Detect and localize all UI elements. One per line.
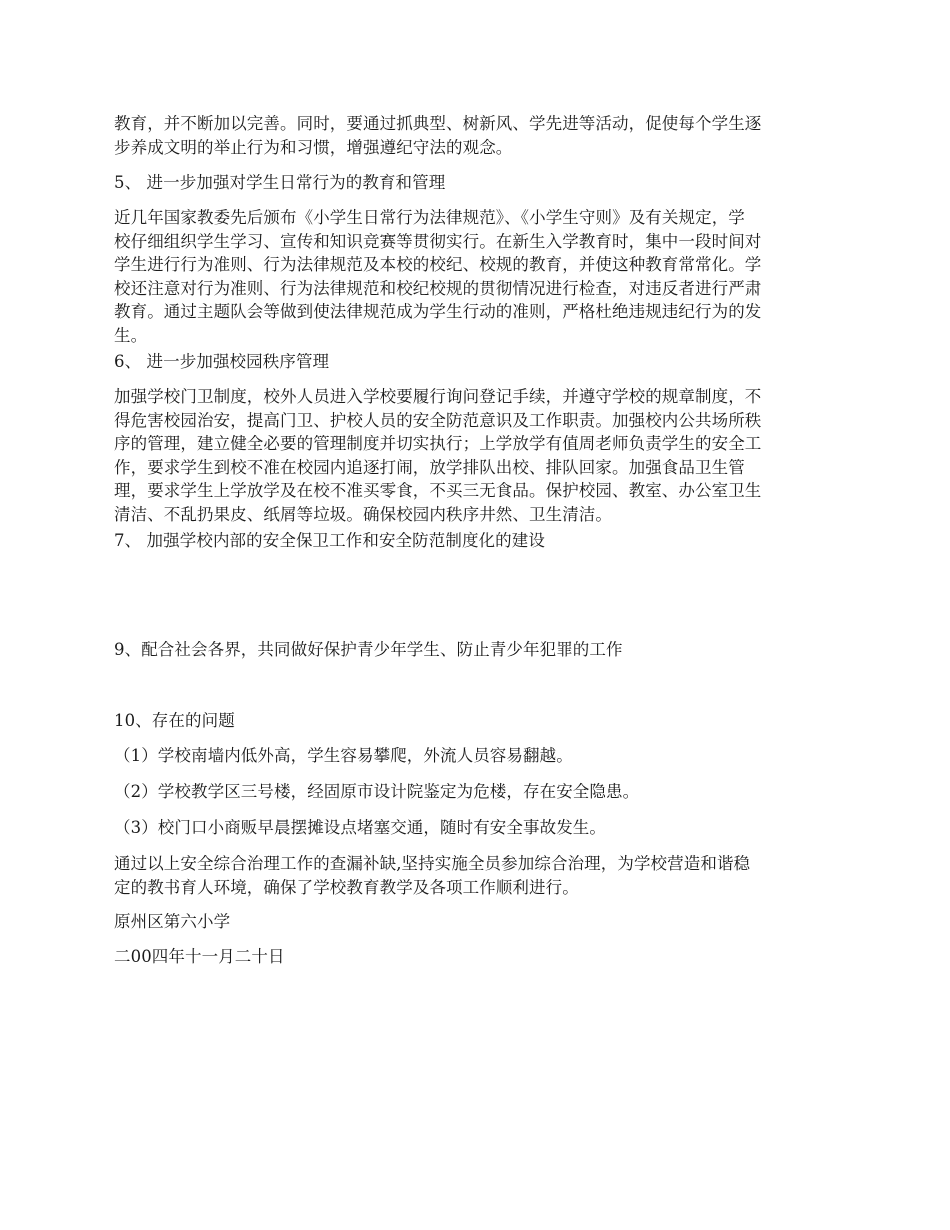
paragraph-line: 生。 <box>114 326 148 345</box>
paragraph-line: 通过以上安全综合治理工作的查漏补缺,坚持实施全员参加综合治理，为学校营造和谐稳 <box>114 854 751 873</box>
paragraph-line: 理，要求学生上学放学及在校不准买零食，不买三无食品。保护校园、教室、办公室卫生 <box>114 481 762 500</box>
paragraph-line: 清洁、不乱扔果皮、纸屑等垃圾。确保校园内秩序井然、卫生清洁。 <box>114 505 612 524</box>
section-heading-10: 10、存在的问题 <box>114 711 235 730</box>
document-date: 二00四年十一月二十日 <box>114 947 285 966</box>
issue-item: （1）学校南墙内低外高，学生容易攀爬，外流人员容易翻越。 <box>114 746 573 765</box>
paragraph-line: 加强学校门卫制度，校外人员进入学校要履行询问登记手续，并遵守学校的规章制度，不 <box>114 387 762 406</box>
paragraph-line: 序的管理，建立健全必要的管理制度并切实执行；上学放学有值周老师负责学生的安全工 <box>114 434 762 453</box>
school-name: 原州区第六小学 <box>114 912 231 931</box>
section-heading-6: 6、 进一步加强校园秩序管理 <box>114 352 330 371</box>
section-heading-5: 5、 进一步加强对学生日常行为的教育和管理 <box>114 173 446 192</box>
paragraph-line: 教育，并不断加以完善。同时，要通过抓典型、树新风、学先进等活动，促使每个学生逐 <box>114 114 762 133</box>
paragraph-line: 学生进行行为准则、行为法律规范及本校的校纪、校规的教育，并使这种教育常常化。学 <box>114 255 762 274</box>
issue-item: （3）校门口小商贩早晨摆摊设点堵塞交通，随时有安全事故发生。 <box>114 818 606 837</box>
paragraph-line: 得危害校园治安，提高门卫、护校人员的安全防范意识及工作职责。加强校内公共场所秩 <box>114 411 762 430</box>
paragraph-line: 作，要求学生到校不准在校园内追逐打闹，放学排队出校、排队回家。加强食品卫生管 <box>114 458 745 477</box>
paragraph-line: 近几年国家教委先后颁布《小学生日常行为法律规范》、《小学生守则》及有关规定，学 <box>114 208 745 227</box>
section-heading-7: 7、 加强学校内部的安全保卫工作和安全防范制度化的建设 <box>114 531 545 550</box>
issue-item: （2）学校教学区三号楼，经固原市设计院鉴定为危楼，存在安全隐患。 <box>114 782 640 801</box>
paragraph-line: 校还注意对行为准则、行为法律规范和校纪校规的贯彻情况进行检查，对违反者进行严肃 <box>114 279 762 298</box>
paragraph-line: 定的教书育人环境，确保了学校教育教学及各项工作顺利进行。 <box>114 878 579 897</box>
paragraph-line: 步养成文明的举止行为和习惯，增强遵纪守法的观念。 <box>114 138 513 157</box>
paragraph-line: 校仔细组织学生学习、宣传和知识竞赛等贯彻实行。在新生入学教育时，集中一段时间对 <box>114 232 762 251</box>
section-heading-9: 9、配合社会各界，共同做好保护青少年学生、防止青少年犯罪的工作 <box>114 640 623 659</box>
paragraph-line: 教育。通过主题队会等做到使法律规范成为学生行动的准则，严格杜绝违规违纪行为的发 <box>114 302 762 321</box>
